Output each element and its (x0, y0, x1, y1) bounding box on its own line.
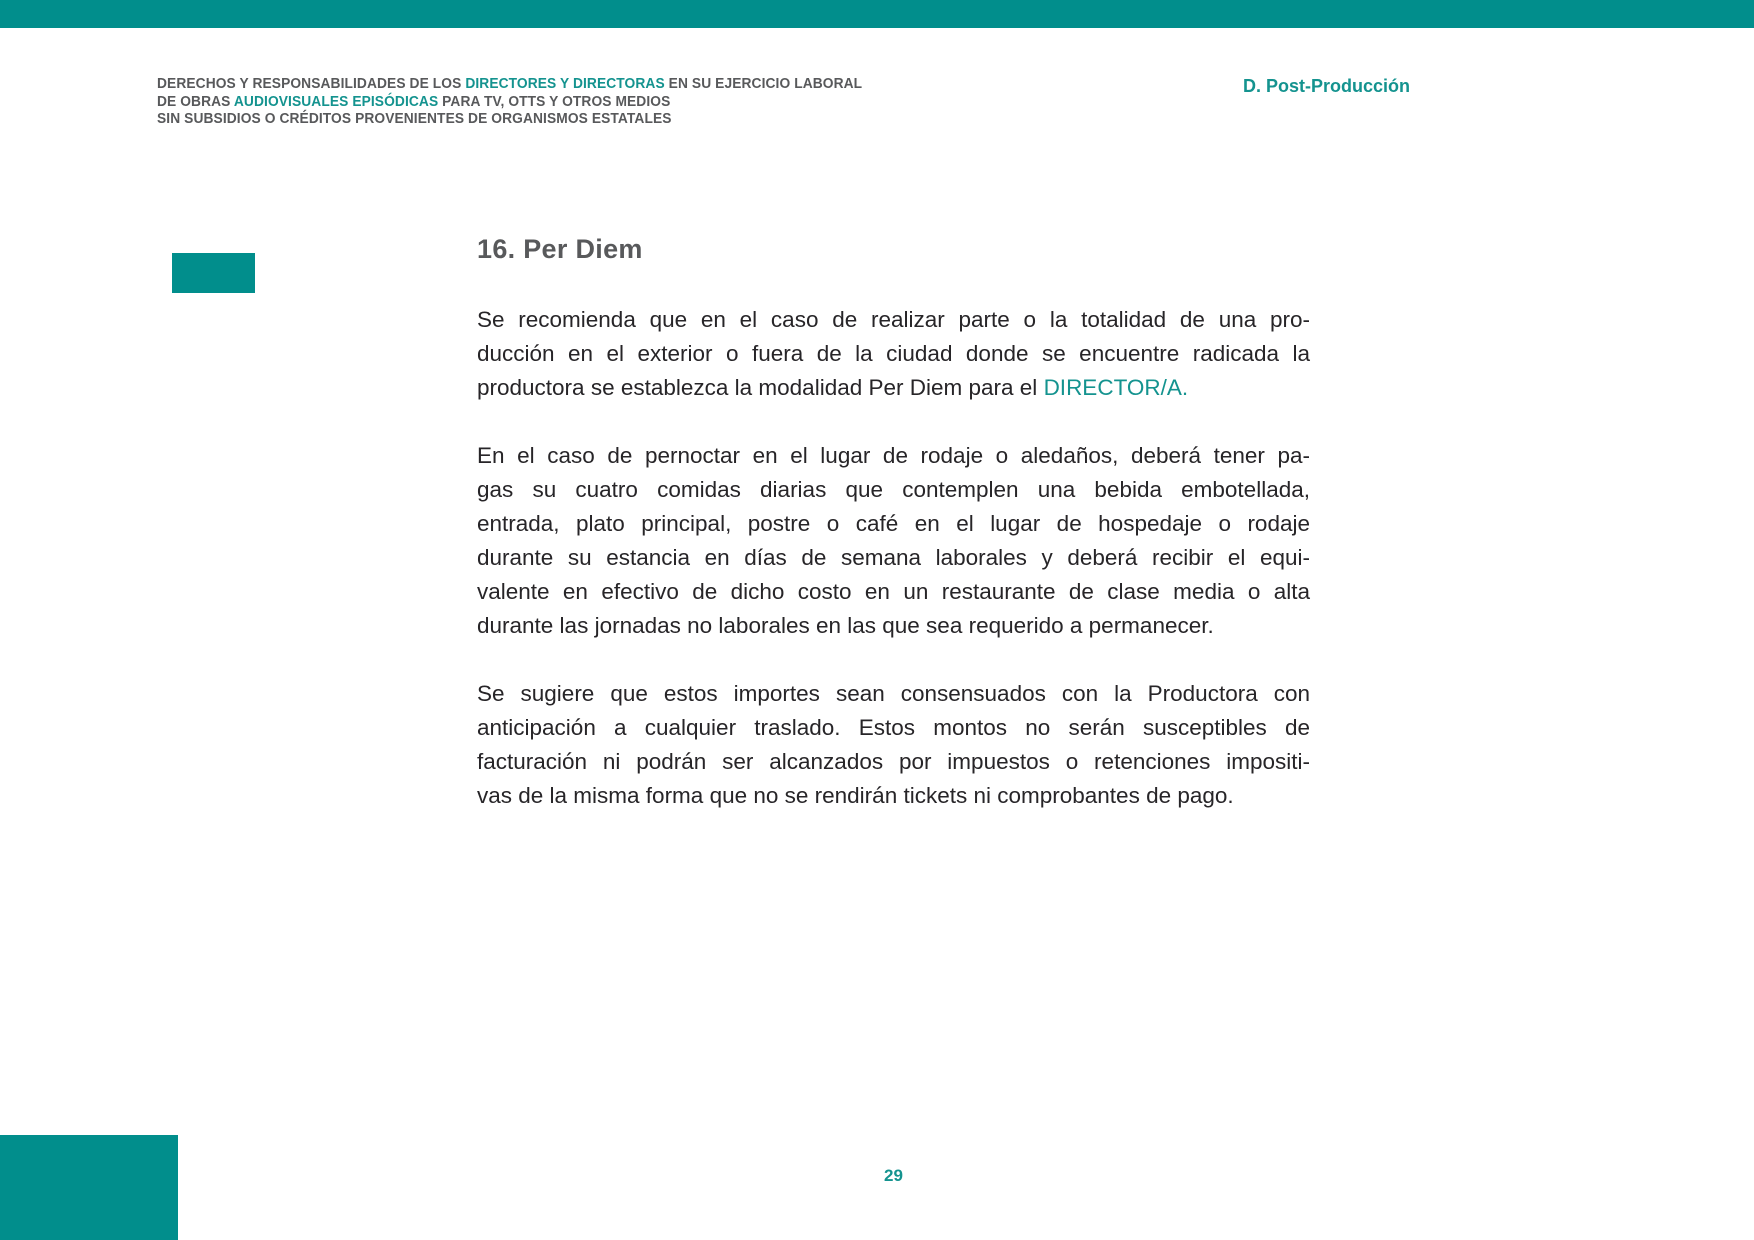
text-line (477, 541, 1310, 575)
accent-text: DIRECTORES Y DIRECTORAS (465, 76, 665, 92)
body-paragraph (477, 677, 1310, 813)
text-line (477, 677, 1310, 711)
text-line (477, 303, 1310, 337)
text-line (477, 711, 1310, 745)
body-paragraph (477, 439, 1310, 643)
accent-text: DIRECTOR/A. (1043, 375, 1189, 400)
text-line (477, 473, 1310, 507)
text-segment: En el caso de pernoctar en el lugar de rodaje o aledaños, deberá tener pa- (477, 443, 1310, 468)
text-line (477, 609, 1310, 643)
text-line (157, 94, 862, 112)
text-segment: PARA TV, OTTS Y OTROS MEDIOS (438, 93, 671, 110)
text-segment: entrada, plato principal, postre o café en el lugar de hospedaje o rodaje (477, 511, 1310, 536)
body-text (477, 303, 1310, 847)
text-line (477, 439, 1310, 473)
section-tab-label: D. Post-Producción (1242, 76, 1410, 96)
text-line (477, 575, 1310, 609)
top-accent-bar (0, 0, 1754, 28)
text-segment: DERECHOS Y RESPONSABILIDADES DE LOS (157, 76, 466, 92)
text-line (477, 337, 1310, 371)
text-segment: Se recomienda que en el caso de realizar parte o la totalidad de una pro- (477, 307, 1310, 332)
text-segment: productora se establezca la modalidad Per Diem para el (477, 375, 1044, 400)
accent-text: AUDIOVISUALES EPISÓDICAS (233, 93, 439, 110)
text-line (477, 745, 1310, 779)
text-segment: DE OBRAS (157, 93, 234, 110)
text-segment: SIN SUBSIDIOS O CRÉDITOS PROVENIENTES DE ORGANISMOS ESTATALES (157, 111, 672, 127)
header-title-lines (157, 76, 862, 129)
text-segment: durante su estancia en días de semana laborales y deberá recibir el equi- (477, 545, 1310, 570)
text-segment: gas su cuatro comidas diarias que contemplen una bebida embotellada, (477, 477, 1310, 502)
section-heading: 16. Per Diem (477, 234, 643, 264)
text-line (477, 779, 1310, 813)
bottom-accent-rect (0, 1135, 178, 1240)
text-segment: anticipación a cualquier traslado. Estos montos no serán susceptibles de (477, 715, 1310, 740)
text-line (157, 111, 862, 129)
text-line (477, 507, 1310, 541)
text-segment: Se sugiere que estos importes sean consensuados con la Productora con (477, 681, 1310, 706)
text-line (157, 76, 862, 94)
text-segment: durante las jornadas no laborales en las que sea requerido a permanecer. (477, 613, 1214, 638)
text-segment: facturación ni podrán ser alcanzados por impuestos o retenciones impositi- (477, 749, 1310, 774)
text-segment: vas de la misma forma que no se rendirán tickets ni comprobantes de pago. (477, 783, 1234, 808)
text-segment: EN SU EJERCICIO LABORAL (664, 76, 863, 92)
text-segment: valente en efectivo de dicho costo en un restaurante de clase media o alta (477, 579, 1310, 604)
text-segment: ducción en el exterior o fuera de la ciudad donde se encuentre radicada la (477, 341, 1310, 366)
text-line (477, 371, 1310, 405)
page-number: 29 (884, 1166, 903, 1185)
section-marker-rect (172, 253, 255, 293)
body-paragraph (477, 303, 1310, 405)
